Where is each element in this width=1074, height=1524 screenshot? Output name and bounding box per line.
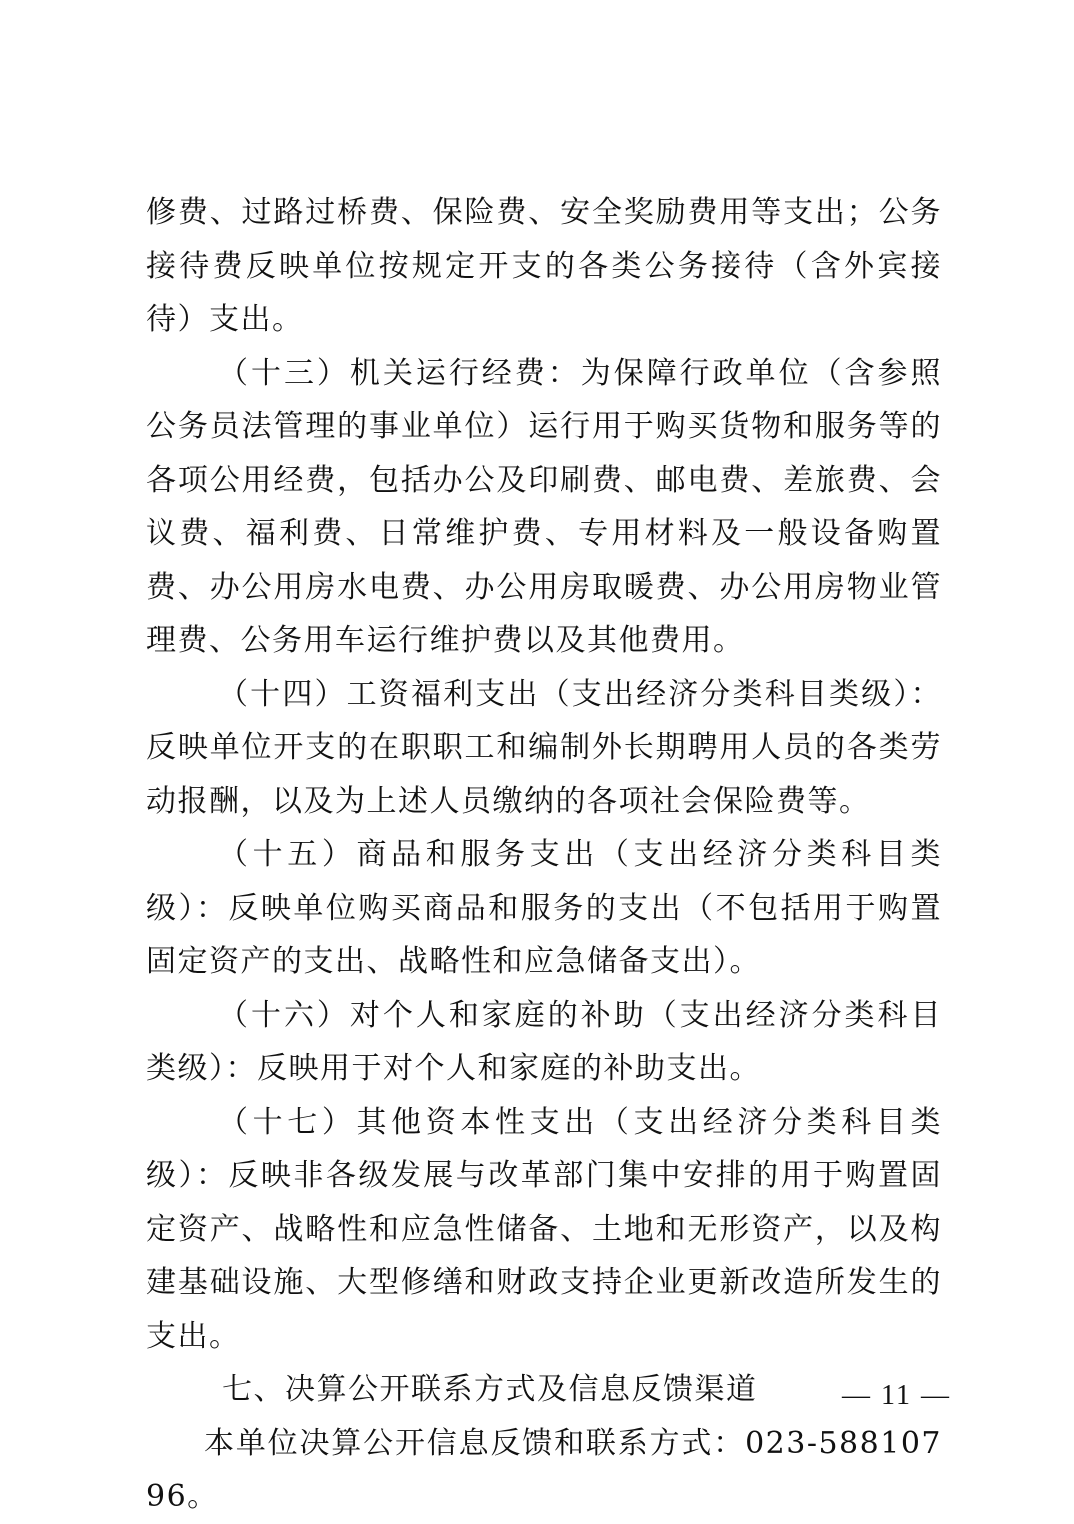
paragraph-item-14: （十四）工资福利支出（支出经济分类科目类级）：反映单位开支的在职职工和编制外长期聘用人员的各类劳动报酬，以及为上述人员缴纳的各项社会保险费等。	[146, 676, 942, 819]
contact-line: 本单位决算公开信息反馈和联系方式：023-58810796。	[146, 1425, 942, 1514]
paragraph-item-17: （十七）其他资本性支出（支出经济分类科目类级）：反映非各级发展与改革部门集中安排的用于购置固定资产、战略性和应急性储备、土地和无形资产，以及构建基础设施、大型修缮和财政支持企业更新改造所发生的支出。	[146, 1104, 942, 1354]
paragraph-continuation: 修费、过路过桥费、保险费、安全奖励费用等支出；公务接待费反映单位按规定开支的各类公务接待（含外宾接待）支出。	[146, 195, 942, 337]
paragraph-item-13: （十三）机关运行经费：为保障行政单位（含参照公务员法管理的事业单位）运行用于购买货物和服务等的各项公用经费，包括办公及印刷费、邮电费、差旅费、会议费、福利费、日常维护费、专用材料及一般设备购置费、办公用房水电费、办公用房取暖费、办公用房物业管理费、公务用车运行维护费以及其他费用。	[146, 355, 942, 658]
paragraph-item-15: （十五）商品和服务支出（支出经济分类科目类级）：反映单位购买商品和服务的支出（不包括用于购置固定资产的支出、战略性和应急储备支出）。	[146, 837, 942, 979]
page-number: — 11 —	[842, 1380, 951, 1411]
paragraph-item-16: （十六）对个人和家庭的补助（支出经济分类科目类级）：反映用于对个人和家庭的补助支出。	[146, 997, 942, 1086]
body-text	[146, 186, 942, 1524]
section-heading: 七、决算公开联系方式及信息反馈渠道	[222, 1372, 758, 1407]
